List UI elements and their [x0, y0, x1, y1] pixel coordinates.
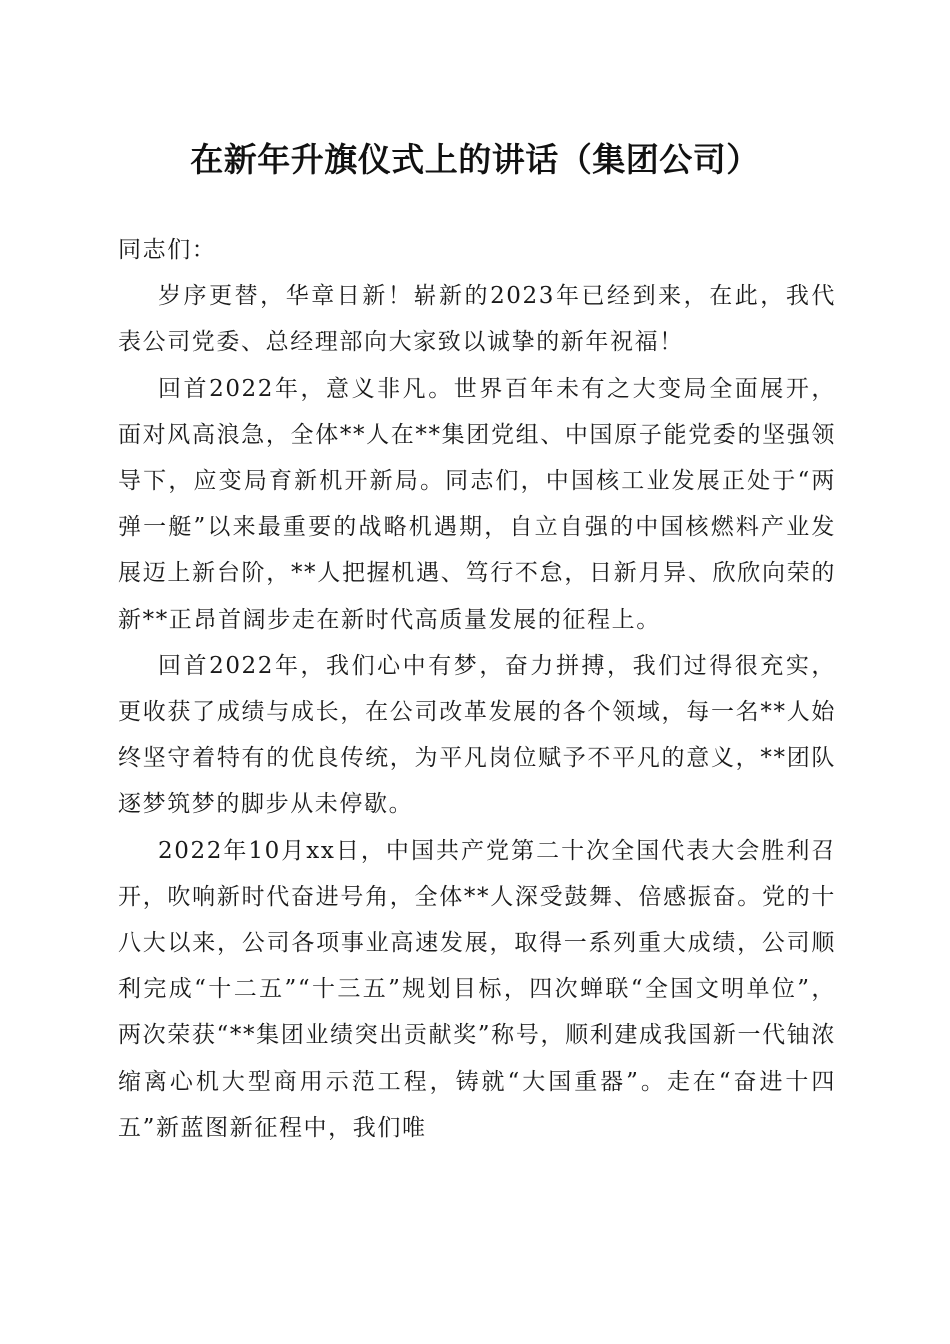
paragraph-new-year-greeting: 岁序更替，华章日新！崭新的2023年已经到来，在此，我代表公司党委、总经理部向大家致以诚挚的新年祝福！ [118, 283, 836, 356]
document-title: 在新年升旗仪式上的讲话（集团公司） [190, 140, 760, 179]
document-body [118, 227, 836, 1151]
salutation: 同志们： [118, 237, 217, 263]
paragraph-review-2022-achievements: 回首2022年，我们心中有梦，奋力拼搏，我们过得很充实，更收获了成绩与成长，在公司改革发展的各个领域，每一名**人始终坚守着特有的优良传统，为平凡岗位赋予不平凡的意义，**团队逐梦筑梦的脚步从未停歇。 [118, 652, 836, 818]
paragraph-party-congress: 2022年10月xx日，中国共产党第二十次全国代表大会胜利召开，吹响新时代奋进号角，全体**人深受鼓舞、倍感振奋。党的十八大以来，公司各项事业高速发展，取得一系列重大成绩，公司顺利完成“十二五”“十三五”规划目标，四次蝉联“全国文明单位”，两次荣获“**集团业绩突出贡献奖”称号，顺利建成我国新一代铀浓缩离心机大型商用示范工程，铸就“大国重器”。走在“奋进十四五”新蓝图新征程中，我们唯 [118, 837, 836, 1141]
paragraph-review-2022-significance: 回首2022年，意义非凡。世界百年未有之大变局全面展开，面对风高浪急，全体**人在**集团党组、中国原子能党委的坚强领导下，应变局育新机开新局。同志们，中国核工业发展正处于“两弹一艇”以来最重要的战略机遇期，自立自强的中国核燃料产业发展迈上新台阶，**人把握机遇、笃行不怠，日新月异、欣欣向荣的新**正昂首阔步走在新时代高质量发展的征程上。 [118, 375, 836, 633]
